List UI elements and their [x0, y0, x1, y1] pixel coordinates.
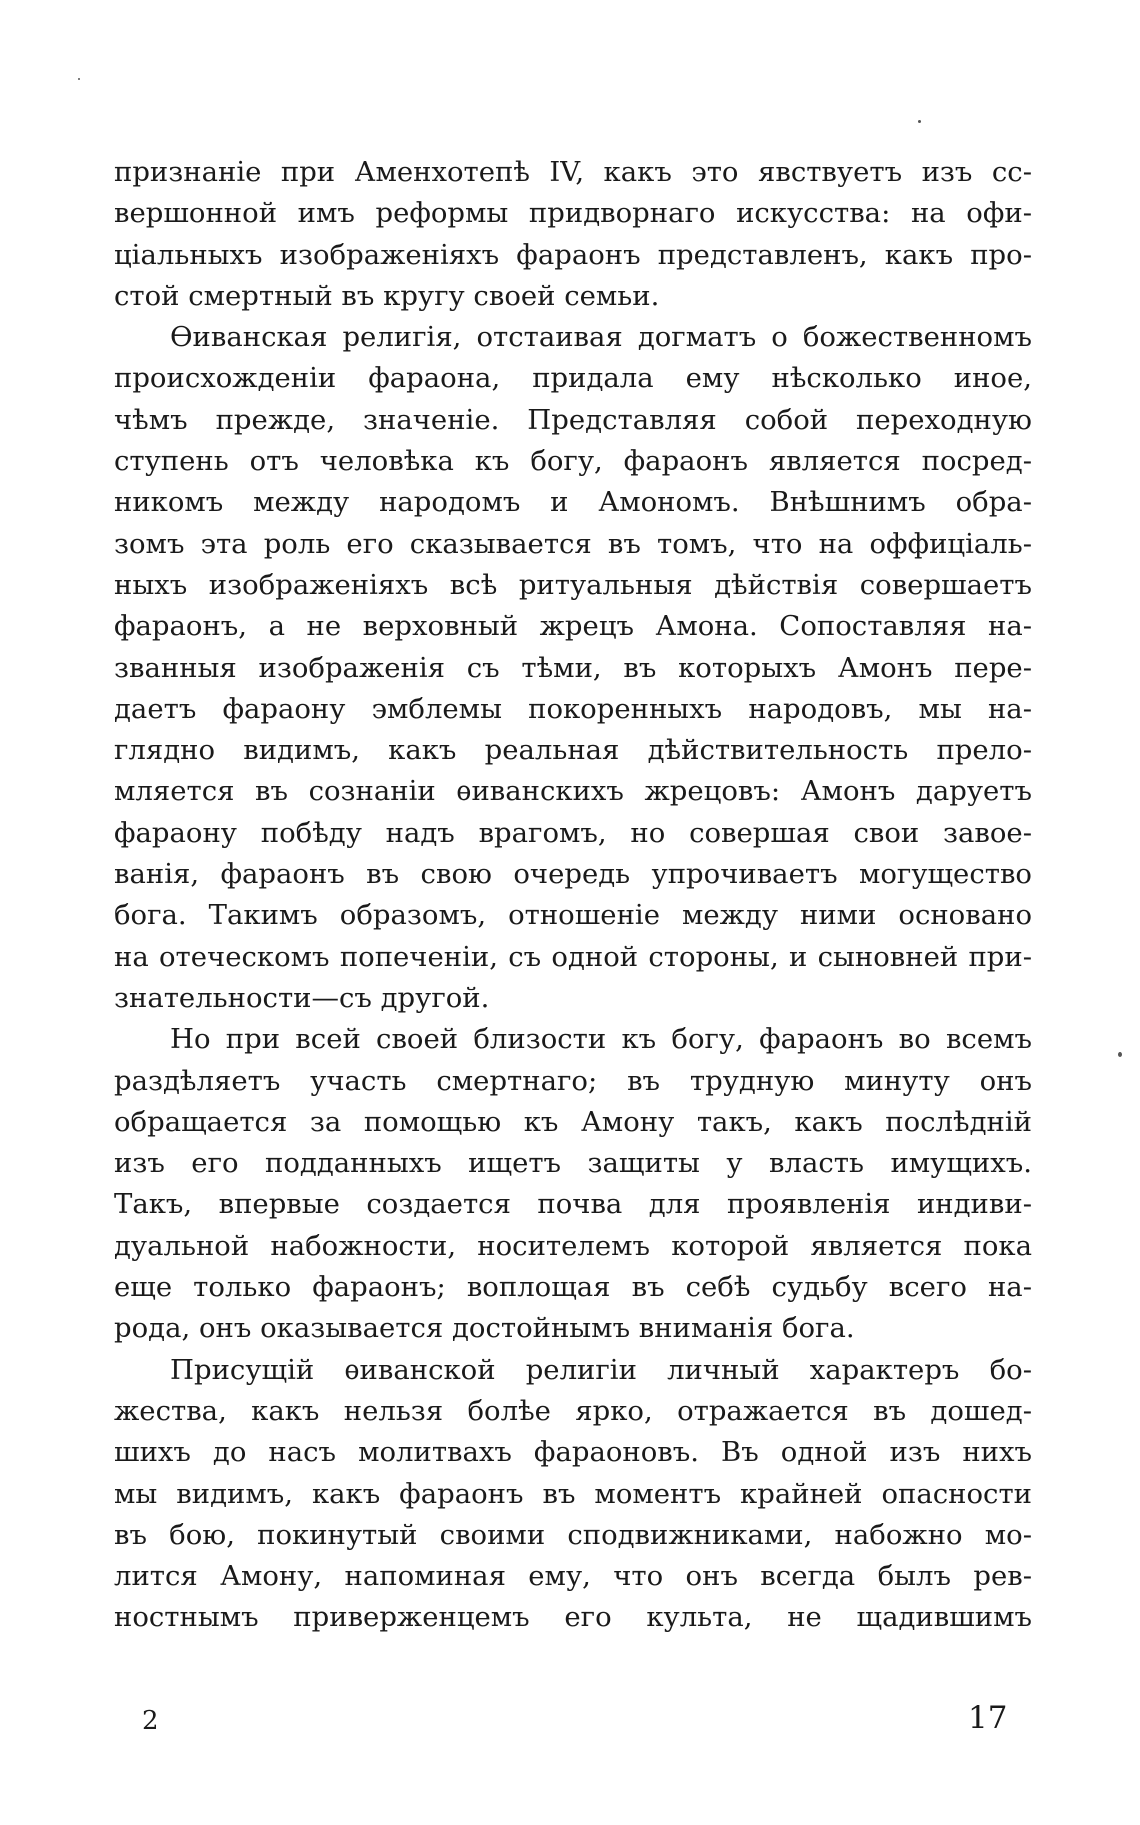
- text-line: происхожденіи фараона, придала ему нѣсколько иное,: [114, 362, 1032, 395]
- page-number: 17: [968, 1700, 1008, 1736]
- text-line: признаніе при Аменхотепѣ IV, какъ это явствуетъ изъ сс-: [114, 156, 1032, 188]
- text-line: никомъ между народомъ и Амономъ. Внѣшнимъ обра-: [114, 486, 1032, 519]
- paper-speck: [78, 78, 80, 80]
- text-line: еще только фараонъ; воплощая въ себѣ судьбу всего на-: [114, 1271, 1032, 1304]
- text-line: лится Амону, напоминая ему, что онъ всегда былъ рев-: [114, 1560, 1032, 1593]
- body-text: [114, 152, 1032, 1639]
- text-line: въ бою, покинутый своими сподвижниками, набожно мо-: [114, 1518, 1032, 1551]
- text-line: знательности—съ другой.: [114, 981, 490, 1014]
- text-line: чѣмъ прежде, значеніе. Представляя собой переходную: [114, 403, 1032, 436]
- text-line: фараону побѣду надъ врагомъ, но совершая свои завое-: [114, 816, 1032, 849]
- text-line: фараонъ, а не верховный жрецъ Амона. Сопоставляя на-: [114, 610, 1032, 643]
- text-line: бога. Такимъ образомъ, отношеніе между ними основано: [114, 899, 1032, 932]
- text-line: ностнымъ приверженцемъ его культа, не щадившимъ: [114, 1601, 1032, 1634]
- paper-speck: [1118, 1052, 1122, 1057]
- text-line: изъ его подданныхъ ищетъ защиты у власть имущихъ.: [114, 1147, 1032, 1180]
- text-line: стой смертный въ кругу своей семьи.: [114, 279, 660, 312]
- paragraph-first-line: Ѳиванская религія, отстаивая догматъ о божественномъ: [170, 321, 1032, 354]
- signature-mark: 2: [142, 1706, 159, 1736]
- text-line: ступень отъ человѣка къ богу, фараонъ является посред-: [114, 445, 1032, 478]
- paragraph-first-line: Но при всей своей близости къ богу, фараонъ во всемъ: [170, 1023, 1032, 1056]
- text-line: раздѣляетъ участь смертнаго; въ трудную минуту онъ: [114, 1064, 1032, 1097]
- text-line: вершонной имъ реформы придворнаго искусства: на офи-: [114, 197, 1032, 230]
- text-line: ціальныхъ изображеніяхъ фараонъ представленъ, какъ про-: [114, 238, 1032, 271]
- text-line: мляется въ сознаніи ѳиванскихъ жрецовъ: Амонъ даруетъ: [114, 775, 1032, 808]
- text-line: глядно видимъ, какъ реальная дѣйствительность прело-: [114, 734, 1032, 767]
- text-line: мы видимъ, какъ фараонъ въ моментъ крайней опасности: [114, 1477, 1032, 1510]
- text-line: ныхъ изображеніяхъ всѣ ритуальныя дѣйствія совершаетъ: [114, 568, 1032, 601]
- text-line: даетъ фараону эмблемы покоренныхъ народовъ, мы на-: [114, 692, 1032, 725]
- text-line: жества, какъ нельзя болѣе ярко, отражается въ дошед-: [114, 1394, 1032, 1427]
- text-line: шихъ до насъ молитвахъ фараоновъ. Въ одной изъ нихъ: [114, 1436, 1032, 1469]
- text-line: ванія, фараонъ въ свою очередь упрочиваетъ могущество: [114, 858, 1032, 891]
- text-line: рода, онъ оказывается достойнымъ вниманія бога.: [114, 1312, 855, 1345]
- text-line: званныя изображенія съ тѣми, въ которыхъ Амонъ пере-: [114, 651, 1032, 684]
- text-line: обращается за помощью къ Амону такъ, какъ послѣдній: [114, 1105, 1032, 1138]
- text-line: зомъ эта роль его сказывается въ томъ, что на оффиціаль-: [114, 527, 1032, 560]
- text-line: дуальной набожности, носителемъ которой является пока: [114, 1229, 1032, 1262]
- paragraph-first-line: Присущій ѳиванской религіи личный характеръ бо-: [170, 1353, 1032, 1386]
- paper-speck: [918, 120, 921, 123]
- text-line: на отеческомъ попеченіи, съ одной стороны, и сыновней при-: [114, 940, 1032, 973]
- text-line: Такъ, впервые создается почва для проявленія индиви-: [114, 1188, 1032, 1221]
